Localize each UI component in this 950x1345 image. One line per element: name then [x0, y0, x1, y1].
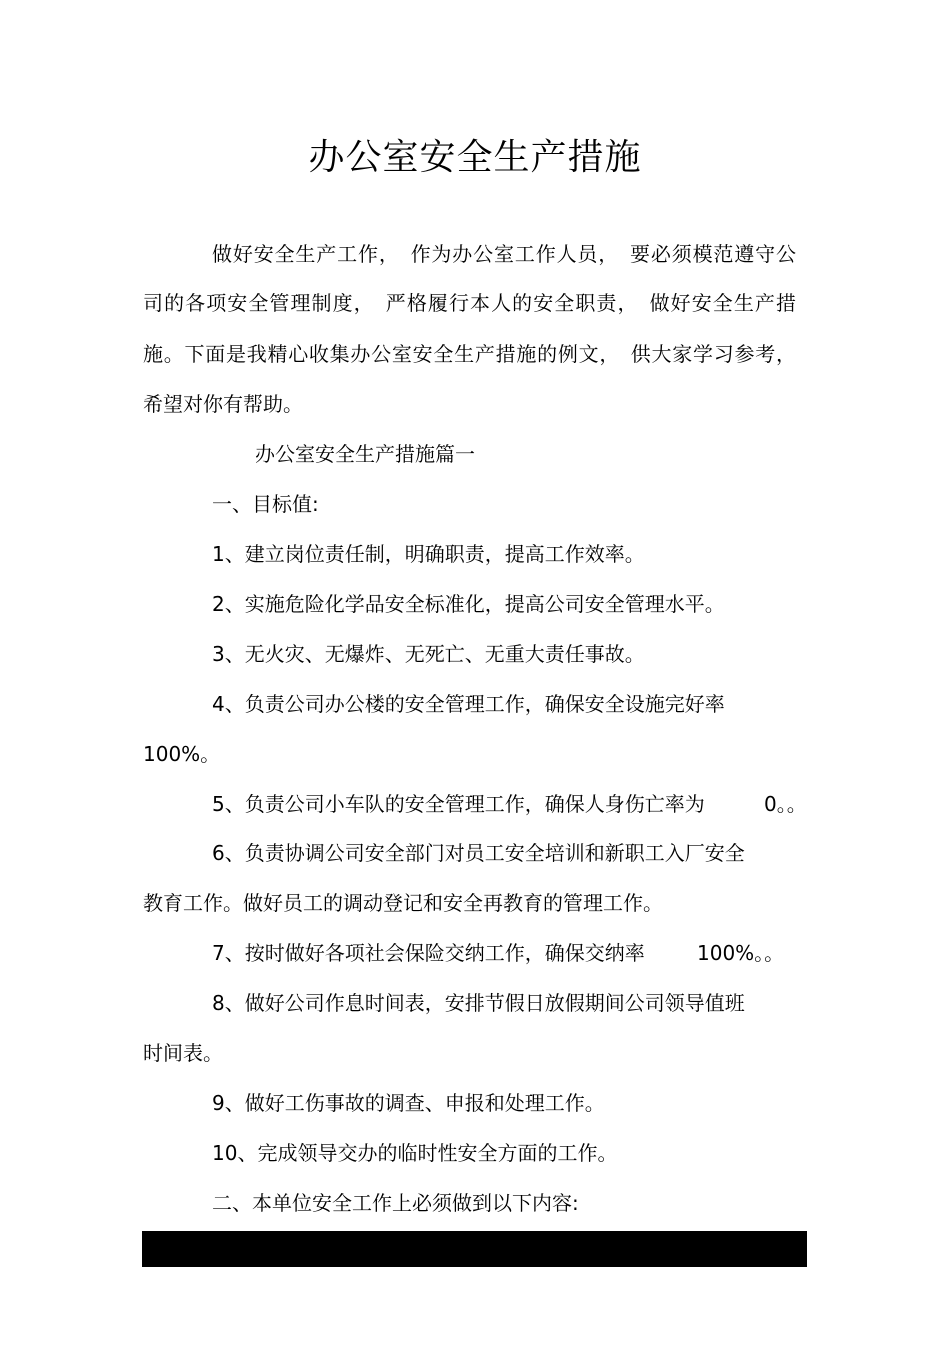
list-item: 2、实施危险化学品安全标准化，提高公司安全管理水平。 — [212, 592, 725, 616]
page-title: 办公室安全生产措施 — [308, 137, 642, 178]
list-item: 7、按时做好各项社会保险交纳工作，确保交纳率 — [212, 941, 645, 965]
list-item-continuation: 时间表。 — [143, 1041, 223, 1065]
list-item: 10、完成领导交办的临时性安全方面的工作。 — [212, 1141, 618, 1165]
list-item-value: 0。。 — [764, 792, 807, 816]
intro-line: 做好安全生产工作， 作为办公室工作人员， 要必须模范遵守公 — [212, 242, 796, 266]
list-item: 5、负责公司小车队的安全管理工作，确保人身伤亡率为 — [212, 792, 705, 816]
list-item-value: 100%。。 — [697, 941, 785, 965]
section-title: 办公室安全生产措施篇一 — [255, 442, 475, 466]
list-item: 4、负责公司办公楼的安全管理工作，确保安全设施完好率 — [212, 692, 725, 716]
intro-line: 施。下面是我精心收集办公室安全生产措施的例文， 供大家学习参考， — [143, 342, 796, 366]
intro-line: 希望对你有帮助。 — [143, 392, 303, 416]
redaction-bar — [142, 1231, 807, 1267]
intro-line: 司的各项安全管理制度， 严格履行本人的安全职责， 做好安全生产措 — [143, 291, 796, 315]
list-item: 6、负责协调公司安全部门对员工安全培训和新职工入厂安全 — [212, 841, 745, 865]
heading-requirements: 二、本单位安全工作上必须做到以下内容: — [212, 1191, 579, 1215]
heading-targets: 一、目标值: — [212, 492, 319, 516]
list-item: 9、做好工伤事故的调查、申报和处理工作。 — [212, 1091, 605, 1115]
list-item: 1、建立岗位责任制，明确职责，提高工作效率。 — [212, 542, 645, 566]
list-item: 3、无火灾、无爆炸、无死亡、无重大责任事故。 — [212, 642, 645, 666]
list-item: 8、做好公司作息时间表，安排节假日放假期间公司领导值班 — [212, 991, 745, 1015]
list-item-continuation: 100%。 — [143, 742, 221, 766]
list-item-continuation: 教育工作。做好员工的调动登记和安全再教育的管理工作。 — [143, 891, 663, 915]
